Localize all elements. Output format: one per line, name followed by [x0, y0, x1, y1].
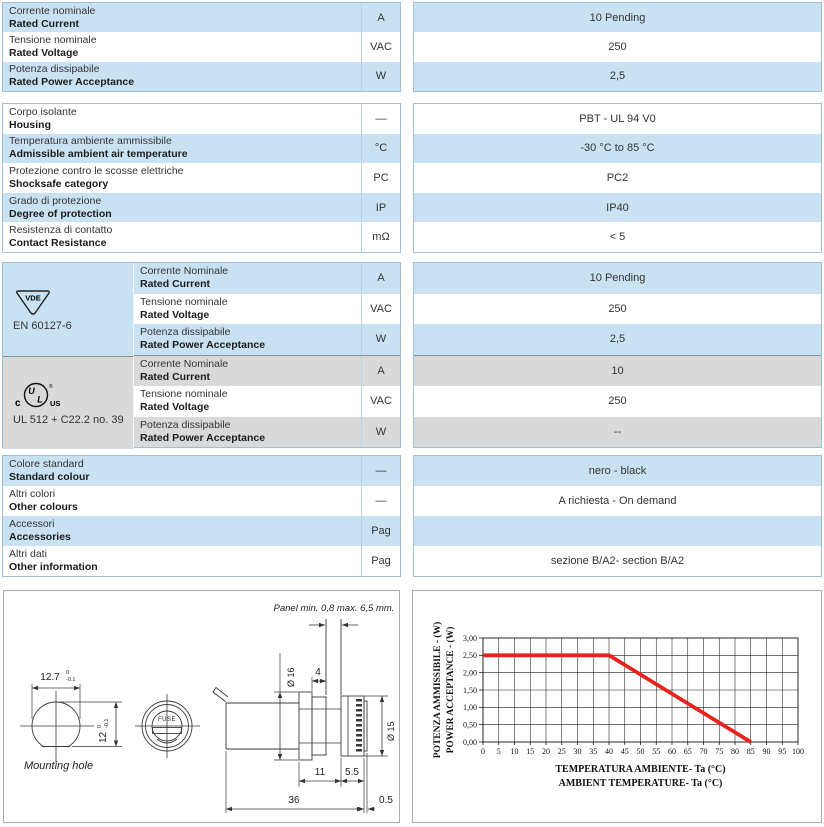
row-housing [3, 104, 400, 134]
label-it: Tensione nominale [140, 295, 228, 308]
certifications-table [2, 262, 401, 448]
svg-text:2,00: 2,00 [463, 668, 477, 678]
value-rated-current: 10 Pending [414, 3, 821, 32]
ratings-table [2, 2, 401, 92]
value-ambient-temperature: -30 °C to 85 °C [414, 134, 821, 164]
svg-text:AMBIENT TEMPERATURE- Ta (°C): AMBIENT TEMPERATURE- Ta (°C) [558, 778, 723, 789]
ul-standard: UL 512 + C22.2 no. 39 [13, 414, 124, 426]
svg-text:45: 45 [620, 747, 629, 756]
ul-logo-l: L [37, 394, 43, 405]
label-it: Altri dati [9, 548, 47, 560]
label-en: Standard colour [9, 471, 90, 483]
unit-cell: VAC [361, 32, 400, 61]
value-ul-power-acceptance: -- [414, 417, 821, 448]
svg-text:25: 25 [557, 747, 566, 756]
value-contact-resistance: < 5 [414, 222, 821, 252]
unit-cell: A [361, 263, 400, 294]
unit-cell: VAC [361, 294, 400, 325]
svg-text:90: 90 [762, 747, 771, 756]
unit-cell: A [361, 356, 400, 387]
label-en: Rated Power Acceptance [140, 339, 266, 352]
vde-standard: EN 60127-6 [13, 319, 72, 332]
svg-text:30: 30 [573, 747, 582, 756]
label-en: Rated Voltage [9, 46, 79, 59]
row-protection-degree [3, 193, 400, 223]
mounting-hole-label: Mounting hole [24, 760, 94, 772]
unit-cell: Pag [361, 546, 400, 576]
derating-chart-panel [412, 590, 822, 823]
row-other-colours [3, 486, 400, 516]
value-vde-rated-voltage: 250 [414, 294, 821, 325]
label-it: Corrente nominale [9, 4, 96, 17]
label-it: Corpo isolante [9, 105, 77, 118]
row-other-information [3, 546, 400, 576]
value-ul-rated-voltage: 250 [414, 386, 821, 417]
unit-cell: W [361, 324, 400, 355]
svg-text:100: 100 [792, 747, 804, 756]
label-it: Potenza dissipabile [140, 326, 231, 339]
dim-12-tol-bottom: -0.1 [104, 718, 110, 728]
label-en: Rated Current [140, 370, 211, 383]
technical-drawing-panel [3, 590, 400, 823]
svg-text:15: 15 [526, 747, 535, 756]
label-it: Potenza dissipabile [9, 63, 100, 76]
unit-cell: °C [361, 134, 400, 164]
svg-text:1,00: 1,00 [463, 703, 477, 713]
label-it: Corrente Nominale [140, 357, 229, 370]
label-en: Accessories [9, 531, 71, 543]
row-standard-colour [3, 456, 400, 486]
label-en: Admissible ambient air temperature [9, 148, 188, 161]
svg-text:POTENZA AMMISSIBILE - (W): POTENZA AMMISSIBILE - (W) [433, 621, 443, 759]
label-it: Colore standard [9, 458, 84, 470]
dim-12: 12 [98, 731, 109, 743]
label-en: Shocksafe category [9, 177, 109, 190]
label-en: Degree of protection [9, 207, 112, 220]
ul-logo-icon [13, 380, 67, 410]
unit-cell: mΩ [361, 222, 400, 252]
svg-text:TEMPERATURA AMBIENTE- Ta (°C): TEMPERATURA AMBIENTE- Ta (°C) [555, 764, 726, 775]
label-en: Rated Voltage [140, 308, 210, 321]
label-it: Protezione contro le scosse elettriche [9, 164, 184, 177]
label-it: Altri colori [9, 488, 56, 500]
label-it: Accessori [9, 518, 55, 530]
label-en: Other colours [9, 501, 78, 513]
value-shocksafe: PC2 [414, 163, 821, 193]
label-it: Tensione nominale [9, 33, 97, 46]
unit-cell: Pag [361, 516, 400, 546]
unit-cell: W [361, 62, 400, 91]
ul-logo-us: US [50, 399, 61, 408]
label-en: Housing [9, 118, 51, 131]
unit-cell: A [361, 3, 400, 32]
label-it: Potenza dissipabile [140, 418, 231, 431]
svg-text:75: 75 [715, 747, 724, 756]
unit-cell: — [361, 456, 400, 486]
technical-drawing [4, 591, 399, 822]
dim-5-5-label: 5.5 [345, 767, 359, 778]
label-en: Rated Current [140, 278, 211, 291]
ratings-values [413, 2, 822, 92]
dia-16-label: Ø 16 [286, 667, 296, 687]
row-rated-voltage [3, 32, 400, 61]
value-power-acceptance: 2,5 [414, 62, 821, 91]
vde-logo-text: VDE [25, 293, 41, 302]
unit-cell: VAC [361, 386, 400, 417]
unit-cell: W [361, 417, 400, 448]
dim-12-7: 12.7 [40, 672, 60, 683]
value-accessories [414, 516, 821, 546]
label-it: Temperatura ambiente ammissibile [9, 135, 172, 148]
dim-36-label: 36 [288, 795, 300, 806]
label-it: Grado di protezione [9, 194, 102, 207]
svg-text:50: 50 [636, 747, 645, 756]
dim-12-tol-top: 0 [97, 724, 103, 728]
svg-text:10: 10 [510, 747, 519, 756]
dia-15-label: Ø 15 [386, 721, 396, 741]
svg-text:95: 95 [778, 747, 787, 756]
value-protection-degree: IP40 [414, 193, 821, 223]
label-en: Rated Power Acceptance [140, 431, 266, 444]
svg-text:5: 5 [496, 747, 501, 756]
label-en: Rated Voltage [140, 401, 210, 414]
svg-text:20: 20 [542, 747, 550, 756]
svg-text:40: 40 [605, 747, 613, 756]
value-ul-rated-current: 10 [414, 355, 821, 387]
svg-text:60: 60 [668, 747, 676, 756]
row-shocksafe [3, 163, 400, 193]
unit-cell: — [361, 486, 400, 516]
svg-text:35: 35 [589, 747, 598, 756]
options-table [2, 455, 401, 577]
label-en: Rated Current [9, 17, 80, 30]
dim-0-5-label: 0.5 [379, 795, 393, 806]
row-contact-resistance [3, 222, 400, 252]
ul-certification-cell [3, 356, 134, 449]
value-housing: PBT - UL 94 V0 [414, 104, 821, 134]
value-standard-colour: nero - black [414, 456, 821, 486]
ul-logo-u: U [28, 386, 35, 396]
row-power-acceptance [3, 62, 400, 91]
svg-text:3,00: 3,00 [463, 633, 477, 643]
construction-values [413, 103, 822, 253]
unit-cell: — [361, 104, 400, 134]
value-other-colours: A richiesta - On demand [414, 486, 821, 516]
svg-text:2,50: 2,50 [463, 651, 477, 661]
unit-cell: PC [361, 163, 400, 193]
label-it: Tensione nominale [140, 388, 228, 401]
ul-logo-c: c [15, 398, 21, 409]
row-rated-current [3, 3, 400, 32]
svg-text:POWER ACCEPTANCE - (W): POWER ACCEPTANCE - (W) [446, 626, 456, 754]
label-en: Rated Power Acceptance [9, 76, 135, 89]
svg-text:70: 70 [699, 747, 708, 756]
unit-cell: IP [361, 193, 400, 223]
svg-text:55: 55 [652, 747, 661, 756]
svg-text:0,50: 0,50 [463, 720, 477, 730]
svg-text:0,00: 0,00 [463, 737, 477, 747]
svg-text:65: 65 [683, 747, 692, 756]
options-values [413, 455, 822, 577]
certifications-values [413, 262, 822, 448]
value-rated-voltage: 250 [414, 32, 821, 61]
vde-certification-cell [3, 263, 134, 356]
label-en: Other information [9, 561, 98, 573]
dim-11-label: 11 [314, 767, 326, 778]
svg-text:1,50: 1,50 [463, 685, 477, 695]
vde-logo-icon [13, 288, 53, 316]
label-en: Contact Resistance [9, 237, 107, 250]
svg-text:0: 0 [481, 747, 485, 756]
value-vde-power-acceptance: 2,5 [414, 324, 821, 355]
derating-chart [413, 591, 821, 822]
dim-12-7-tol-bottom: -0.1 [66, 677, 76, 683]
dim-4-label: 4 [315, 667, 321, 678]
row-ambient-temperature [3, 134, 400, 164]
svg-text:80: 80 [731, 747, 739, 756]
value-vde-rated-current: 10 Pending [414, 263, 821, 294]
fuse-marking: FUSE [157, 717, 177, 723]
construction-table [2, 103, 401, 253]
row-accessories [3, 516, 400, 546]
label-it: Corrente Nominale [140, 265, 229, 278]
dim-12-7-tol-top: 0 [66, 670, 70, 676]
ul-logo-registered: ® [49, 384, 53, 390]
label-it: Resistenza di contatto [9, 224, 113, 237]
panel-note: Panel min. 0,8 max. 6,5 mm. [273, 603, 395, 614]
svg-text:85: 85 [746, 747, 755, 756]
value-other-information: sezione B/A2- section B/A2 [414, 546, 821, 576]
